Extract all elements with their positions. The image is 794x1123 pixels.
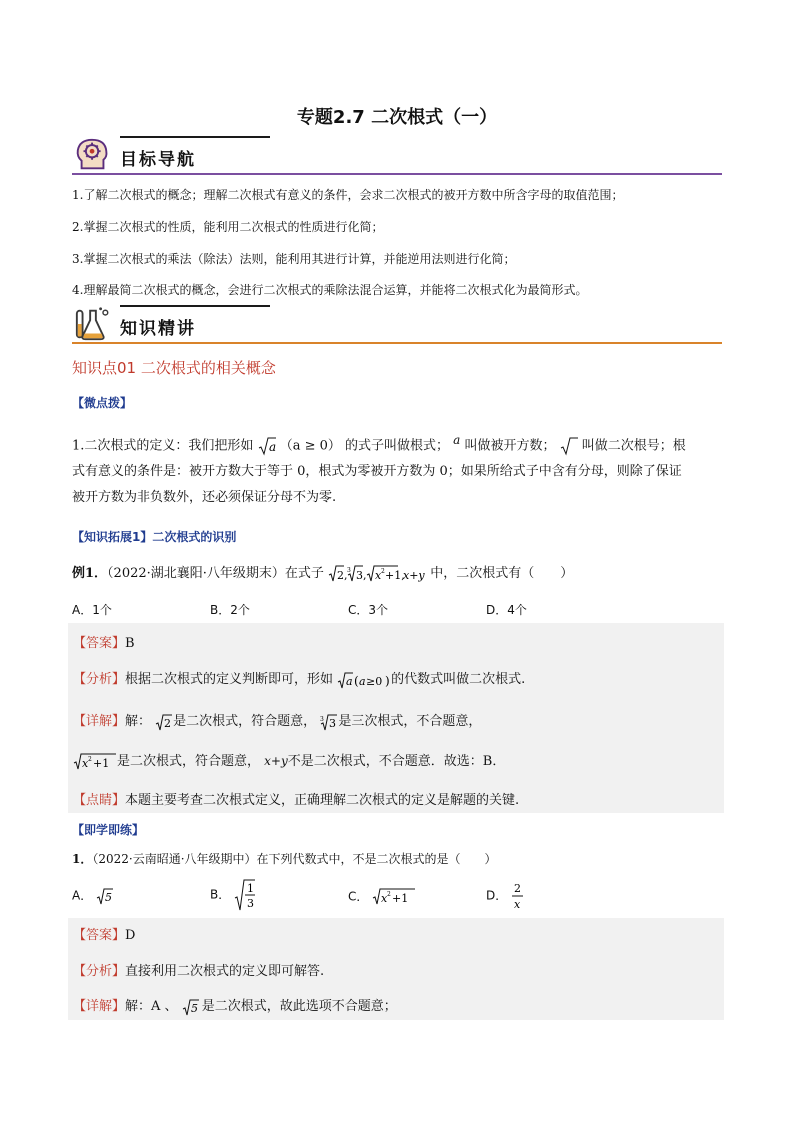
radicand-symbol: a [453, 433, 461, 447]
svg-text:3: 3 [320, 715, 325, 723]
svg-text:3: 3 [247, 897, 255, 910]
sqrt-2-formula [155, 712, 173, 732]
svg-text:5: 5 [105, 891, 113, 904]
definition-paragraph [72, 427, 727, 511]
definition-text: 1.二次根式的定义：我们把形如 [72, 438, 254, 454]
svg-text:a: a [346, 674, 353, 688]
goal-item: 3.掌握二次根式的乘法（除法）法则，能利用其进行计算，并能逆用法则进行化简； [72, 252, 516, 266]
radical-sign-symbol [560, 436, 578, 456]
svg-text:+1: +1 [93, 756, 110, 770]
detail-text: 不是二次根式，不合题意．故选：B． [287, 754, 506, 769]
option-label: D． [486, 888, 508, 903]
svg-text:2: 2 [88, 755, 92, 763]
example-source: （2022·湖北襄阳·八年级期末）在式子 [107, 566, 324, 581]
svg-text:a: a [268, 439, 276, 454]
detail-text: 是三次根式，不合题意， [338, 714, 482, 729]
section-header-knowledge [72, 305, 722, 345]
detail-tag: 【详解】 [73, 999, 126, 1014]
detail-text: 是二次根式，符合题意， [117, 754, 261, 769]
svg-text:2: 2 [387, 891, 392, 898]
knowledge-point-title: 知识点01 二次根式的相关概念 [72, 359, 276, 377]
x-plus-y-formula: x+y [264, 754, 288, 768]
sqrt-one-third-formula [234, 878, 256, 912]
note-tag: 【点睛】 [73, 793, 126, 808]
svg-text:a: a [359, 674, 366, 688]
option-a [72, 886, 116, 906]
option-c [348, 886, 416, 908]
option-label: A． [72, 888, 93, 903]
svg-text:x: x [381, 892, 388, 905]
section-label: 目标导航 [120, 150, 196, 170]
sqrt-a-formula [258, 436, 276, 456]
option-c: C．3个 [348, 603, 389, 617]
option-label: C． [348, 889, 369, 904]
definition-text: 叫做二次根号；根 [581, 438, 686, 454]
example-question [72, 561, 727, 587]
sqrt-x2-plus-1-formula [372, 886, 416, 908]
practice-question [72, 846, 727, 872]
svg-text:3,: 3, [356, 568, 367, 582]
svg-text:): ) [385, 673, 390, 688]
question-label: 1． [72, 852, 93, 866]
sqrt-a-condition-formula [337, 670, 391, 690]
goal-item: 1.了解二次根式的概念；理解二次根式有意义的条件，会求二次根式的被开方数中所含字母的取值范围； [72, 188, 624, 202]
detail-tag: 【详解】 [73, 714, 126, 729]
answer-value: B [125, 636, 135, 651]
svg-text:+1: +1 [392, 892, 409, 905]
analysis-line [73, 668, 525, 690]
svg-text:(: ( [354, 673, 359, 688]
svg-text:2,: 2, [337, 568, 348, 582]
section-topline [120, 136, 270, 138]
option-label: B． [210, 887, 231, 902]
example-label: 例1． [72, 566, 108, 581]
svg-text:x+y: x+y [403, 568, 425, 582]
answer-value: D [125, 928, 136, 943]
svg-text:2: 2 [514, 882, 522, 895]
analysis-tag: 【分析】 [73, 964, 126, 979]
answer-tag: 【答案】 [73, 928, 126, 943]
detail-text: 解：A 、 [125, 999, 178, 1014]
detail-line [73, 710, 481, 732]
analysis-text: 的代数式叫做二次根式. [391, 672, 526, 687]
example-expressions-formula [328, 563, 426, 585]
tip-tag: 【微点拨】 [72, 396, 133, 410]
answer-line [73, 632, 135, 651]
svg-text:x: x [514, 898, 521, 911]
svg-text:1: 1 [247, 882, 255, 895]
svg-text:2: 2 [164, 716, 172, 730]
option-d [486, 880, 525, 912]
option-d: D．4个 [486, 603, 527, 617]
note-text: 本题主要考查二次根式定义，正确理解二次根式的定义是解题的关键. [125, 793, 520, 808]
note-line [73, 789, 519, 808]
answer-line [73, 924, 135, 943]
definition-text: 被开方数为非负数外，还必须保证分母不为零. [72, 490, 337, 506]
section-rule [72, 173, 722, 175]
extension-tag: 【知识拓展1】二次根式的识别 [72, 530, 237, 544]
definition-text: 式有意义的条件是：被开方数大于等于 0，根式为零被开方数为 0；如果所给式子中含有分母，则除了保证 [72, 464, 682, 480]
svg-text:≥0: ≥0 [366, 674, 383, 688]
definition-text: 叫做被开方数； [464, 438, 556, 454]
option-a: A．1个 [72, 603, 112, 617]
section-topline [120, 305, 270, 307]
section-rule [72, 342, 722, 344]
sqrt-x2-plus-1-formula [73, 751, 117, 773]
detail-line [73, 750, 505, 773]
sqrt-5-formula [182, 997, 202, 1017]
option-b [210, 878, 256, 912]
lab-flask-icon [74, 305, 112, 343]
detail-text: 是二次根式，符合题意， [173, 714, 317, 729]
analysis-line [73, 960, 324, 979]
svg-text:+1,: +1, [385, 568, 405, 582]
question-text: （2022·云南昭通·八年级期中）在下列代数式中，不是二次根式的是（ ） [92, 852, 497, 866]
goal-item: 4.理解最简二次根式的概念，会进行二次根式的乘除法混合运算，并能将二次根式化为最简形式。 [72, 283, 588, 297]
cbrt-3-formula [320, 712, 338, 732]
brain-gear-icon [74, 136, 112, 174]
sqrt-5-formula [96, 886, 116, 906]
section-header-goals [72, 136, 722, 176]
definition-condition: （a ≥ 0） [279, 438, 341, 454]
svg-text:x: x [375, 568, 382, 582]
detail-text: 解： [125, 714, 152, 729]
svg-text:x: x [82, 756, 89, 770]
analysis-tag: 【分析】 [73, 672, 126, 687]
svg-text:3: 3 [329, 716, 337, 730]
practice-tag: 【即学即练】 [72, 823, 145, 837]
definition-text: 的式子叫做根式； [345, 438, 450, 454]
answer-tag: 【答案】 [73, 636, 126, 651]
goal-item: 2.掌握二次根式的性质，能利用二次根式的性质进行化简； [72, 220, 384, 234]
fraction-2-over-x-formula [511, 880, 525, 912]
svg-text:5: 5 [190, 1001, 198, 1015]
analysis-text: 直接利用二次根式的定义即可解答. [125, 964, 325, 979]
page-title: 专题2.7 二次根式（一） [296, 107, 498, 128]
detail-text: 是二次根式，故此选项不合题意； [201, 999, 397, 1014]
analysis-text: 根据二次根式的定义判断即可，形如 [125, 672, 334, 687]
section-label: 知识精讲 [120, 319, 196, 339]
svg-text:3: 3 [347, 566, 351, 574]
svg-text:2: 2 [381, 567, 385, 575]
example-suffix: 中，二次根式有（ ） [430, 566, 574, 581]
option-b: B．2个 [210, 603, 250, 617]
detail-line [73, 995, 397, 1017]
